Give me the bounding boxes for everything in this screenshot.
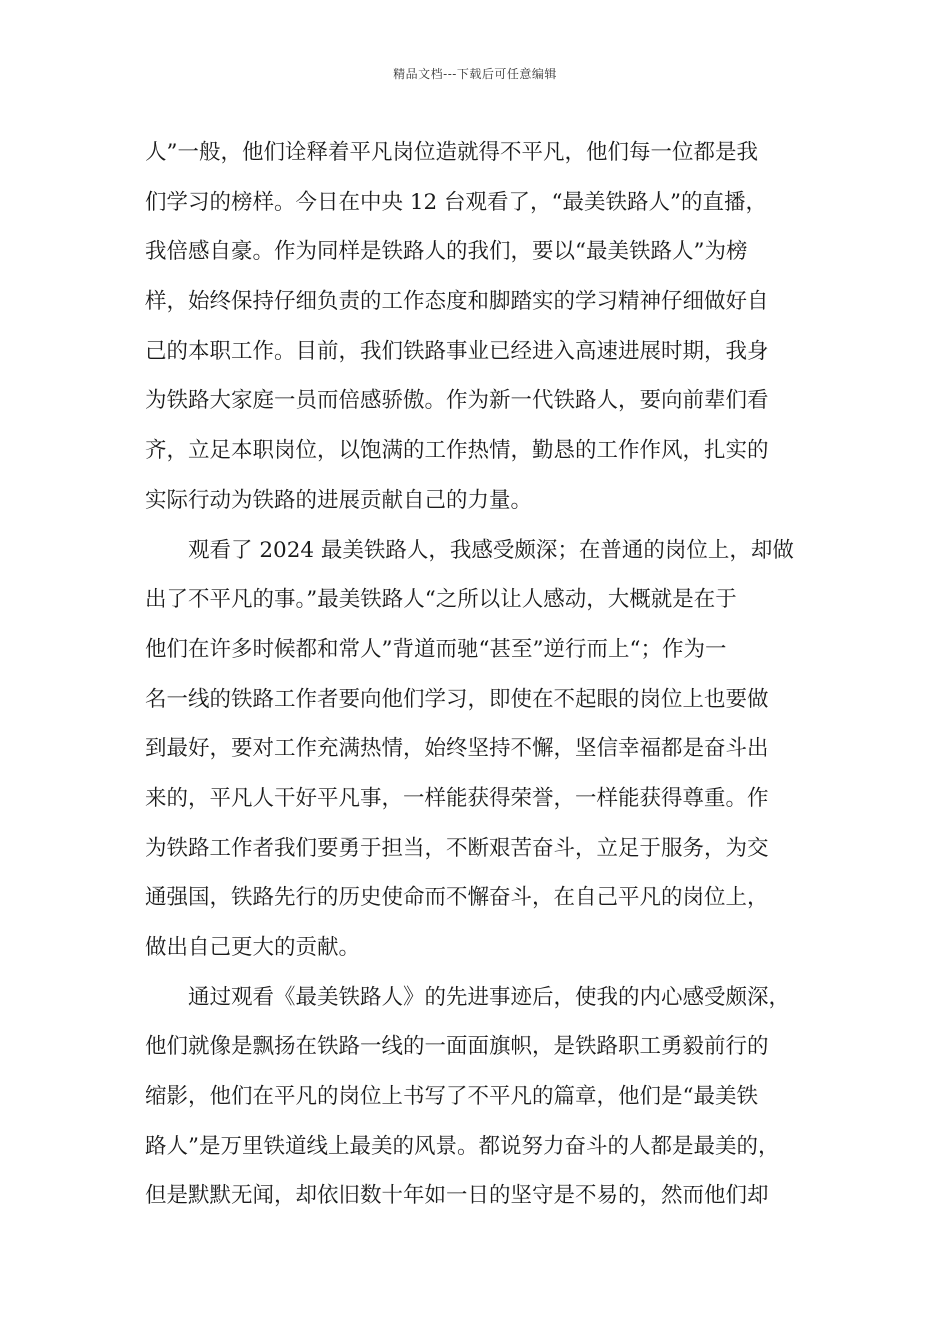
text-line: 到最好，要对工作充满热情，始终坚持不懈，坚信幸福都是奋斗出 bbox=[145, 736, 769, 762]
text-line: 我倍感自豪。作为同样是铁路人的我们，要以“最美铁路人”为榜 bbox=[145, 239, 748, 265]
paragraph-3 bbox=[145, 973, 835, 1221]
text-line: 名一线的铁路工作者要向他们学习，即使在不起眼的岗位上也要做 bbox=[145, 686, 769, 712]
text-line: 为铁路大家庭一员而倍感骄傲。作为新一代铁路人，要向前辈们看 bbox=[145, 388, 769, 414]
paragraph-2 bbox=[145, 526, 835, 973]
document-body bbox=[145, 128, 835, 1221]
text-line: 做出自己更大的贡献。 bbox=[145, 935, 361, 960]
text-line: 们学习的榜样。今日在中央 12 台观看了，“最美铁路人”的直播， bbox=[145, 189, 768, 215]
text-line: 缩影，他们在平凡的岗位上书写了不平凡的篇章，他们是“最美铁 bbox=[145, 1084, 758, 1110]
text-line-indented: 观看了 2024 最美铁路人，我感受颇深；在普通的岗位上，却做 bbox=[188, 537, 794, 563]
text-line: 但是默默无闻，却依旧数十年如一日的坚守是不易的，然而他们却 bbox=[145, 1183, 769, 1209]
text-line: 实际行动为铁路的进展贡献自己的力量。 bbox=[145, 487, 533, 513]
text-line: 齐，立足本职岗位，以饱满的工作热情，勤恳的工作作风，扎实的 bbox=[145, 438, 769, 464]
text-line: 为铁路工作者我们要勇于担当，不断艰苦奋斗，立足于服务，为交 bbox=[145, 835, 769, 861]
text-line: 他们在许多时候都和常人”背道而驰“甚至”逆行而上“；作为一 bbox=[145, 636, 727, 662]
page-header: 精品文档---下载后可任意编辑 bbox=[393, 67, 557, 81]
text-line: 人”一般，他们诠释着平凡岗位造就得不平凡，他们每一位都是我 bbox=[145, 140, 758, 165]
text-line-indented: 通过观看《最美铁路人》的先进事迹后，使我的内心感受颇深， bbox=[188, 984, 791, 1010]
text-line: 来的，平凡人干好平凡事，一样能获得荣誉，一样能获得尊重。作 bbox=[145, 785, 769, 811]
text-line: 通强国，铁路先行的历史使命而不懈奋斗，在自己平凡的岗位上， bbox=[145, 885, 769, 911]
text-line: 样，始终保持仔细负责的工作态度和脚踏实的学习精神仔细做好自 bbox=[145, 289, 769, 315]
text-line: 他们就像是飘扬在铁路一线的一面面旗帜，是铁路职工勇毅前行的 bbox=[145, 1034, 769, 1060]
text-line: 出了不平凡的事。”最美铁路人“之所以让人感动，大概就是在于 bbox=[145, 587, 737, 613]
paragraph-1 bbox=[145, 128, 835, 526]
text-line: 己的本职工作。目前，我们铁路事业已经进入高速进展时期，我身 bbox=[145, 338, 769, 364]
text-line: 路人”是万里铁道线上最美的风景。都说努力奋斗的人都是最美的， bbox=[145, 1133, 780, 1159]
